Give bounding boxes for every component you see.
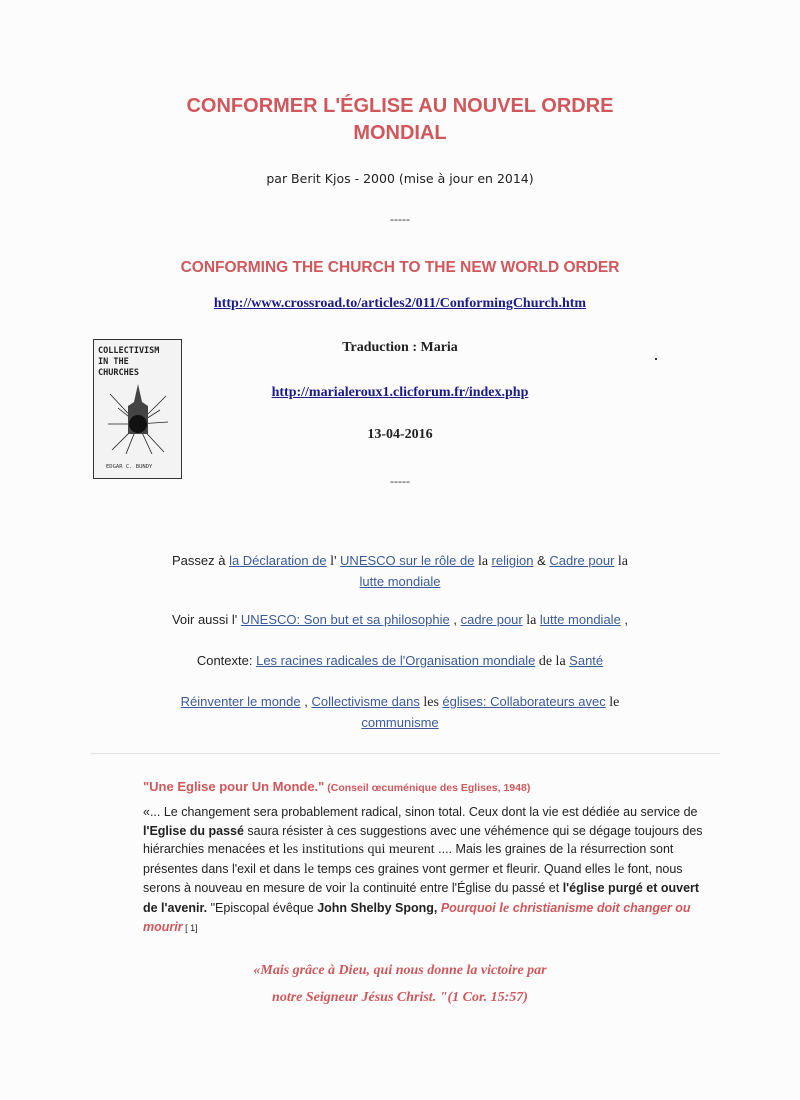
book-author: EDGAR C. BUNDY [106, 464, 153, 470]
quote-heading: "Une Eglise pour Un Monde." (Conseil œcuménique des Eglises, 1948) [143, 779, 531, 794]
link-declaration[interactable]: la Déclaration de [229, 553, 327, 568]
book-cover-image [93, 339, 182, 479]
source-link-row [0, 294, 800, 312]
page-title [0, 93, 800, 147]
link-unesco-role[interactable]: UNESCO sur le rôle de [340, 553, 475, 568]
nav-line-3: Contexte: Les racines radicales de l'Organisation mondiale de la Santé [196, 653, 604, 669]
nav-line-2: Voir aussi l' UNESCO: Son but et sa philosophie , cadre pour la lutte mondiale , [171, 612, 629, 628]
book-title: COLLECTIVISM IN THE CHURCHES [98, 346, 160, 378]
forum-link[interactable]: http://marialeroux1.clicforum.fr/index.php [271, 385, 529, 400]
verse-line-2: notre Seigneur Jésus Christ. "(1 Cor. 15:57) [272, 990, 528, 1005]
link-lutte-mondiale[interactable]: lutte mondiale [359, 574, 441, 589]
title-line-1: CONFORMER L'ÉGLISE AU NOUVEL ORDRE [186, 95, 614, 117]
english-title: CONFORMING THE CHURCH TO THE NEW WORLD ORDER [180, 259, 620, 276]
link-cadre-pour[interactable]: Cadre pour [549, 553, 615, 568]
separator-bottom: ----- [390, 474, 410, 488]
source-link[interactable]: http://www.crossroad.to/articles2/011/ConformingChurch.htm [213, 296, 587, 311]
title-line-2: MONDIAL [353, 122, 447, 144]
scan-speck [655, 358, 657, 360]
nav-line-4: Réinventer le monde , Collectivisme dans les églises: Collaborateurs avec le communisme [180, 694, 620, 730]
separator-top: ----- [390, 212, 410, 226]
forum-link-row [0, 383, 800, 401]
link-religion[interactable]: religion [491, 553, 534, 568]
translation-credit: Traduction : Maria [342, 340, 458, 355]
link-lutte-mondiale-2[interactable]: lutte mondiale [539, 612, 621, 627]
link-racines-radicales[interactable]: Les racines radicales de l'Organisation mondiale [256, 653, 536, 668]
link-collectivisme[interactable]: Collectivisme dans [311, 694, 420, 709]
bible-verse [0, 957, 800, 1011]
link-unesco-purpose[interactable]: UNESCO: Son but et sa philosophie [240, 612, 450, 627]
link-cadre-pour-2[interactable]: cadre pour [460, 612, 523, 627]
date: 13-04-2016 [367, 427, 433, 442]
divider [90, 753, 720, 754]
nav-line-1: Passez à la Déclaration de l' UNESCO sur le rôle de la religion & Cadre pour la lutte mondiale [171, 553, 629, 589]
quote-body: «... Le changement sera probablement radical, sinon total. Ceux dont la vie est dédiée au service de l'Eglise du passé saura résister à ces suggestions avec une véhémence qui se dégage toujours des hiérarchies menacées et les institutions qui meurent .... Mais les graines de la résurrection sont présentes dans l'exil et dans le temps ces graines vont germer et fleurir. Quand elles le font, nous serons à nouveau en mesure de voir la continuité entre l'Église du passé et l'église purgé et ouvert de l'avenir. "Episcopal évêque John Shelby Spong, Pourquoi le christianisme doit changer ou mourir [ 1] [143, 805, 703, 934]
link-reinventer[interactable]: Réinventer le monde [180, 694, 301, 709]
footnote-link[interactable]: [ 1] [182, 923, 198, 933]
verse-line-1: «Mais grâce à Dieu, qui nous donne la victoire par [253, 963, 547, 978]
link-communisme[interactable]: communisme [361, 715, 439, 730]
byline: par Berit Kjos - 2000 (mise à jour en 2014) [266, 171, 534, 186]
link-eglises-collaborateurs[interactable]: églises: Collaborateurs avec [442, 694, 606, 709]
link-sante[interactable]: Santé [569, 653, 604, 668]
